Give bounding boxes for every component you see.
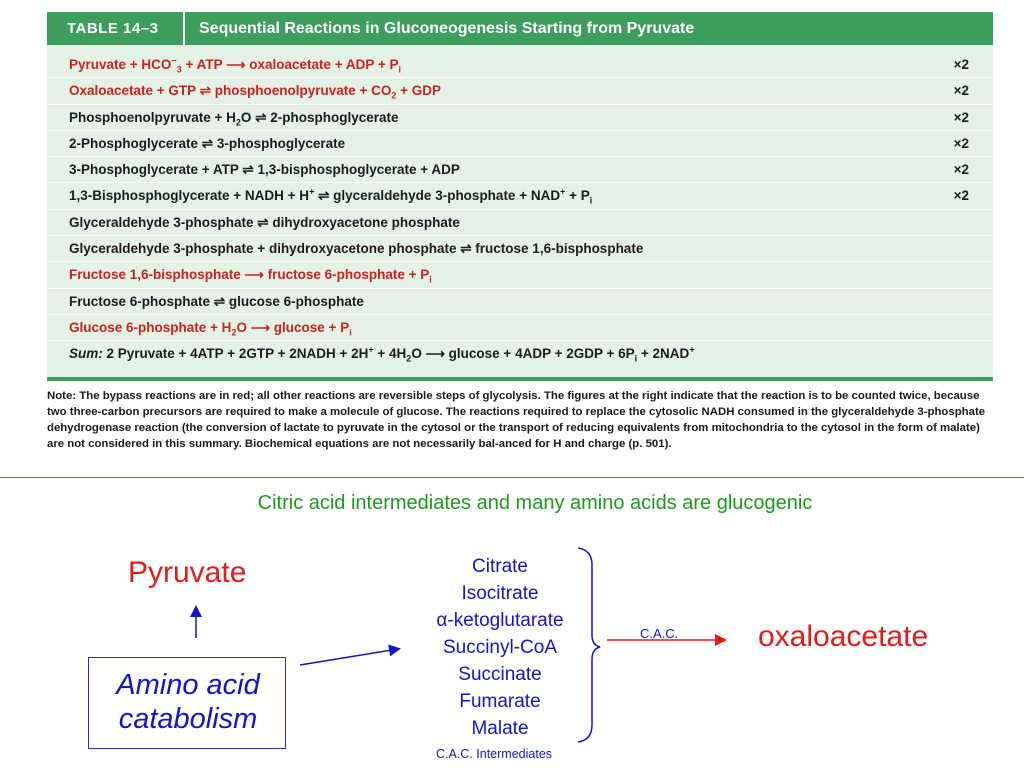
- reaction-equation: Glyceraldehyde 3-phosphate ⇌ dihydroxyacetone phosphate: [69, 214, 460, 230]
- reaction-equation: Glyceraldehyde 3-phosphate + dihydroxyacetone phosphate ⇌ fructose 1,6-bisphosphate: [69, 241, 644, 257]
- oxaloacetate-label: oxaloacetate: [758, 620, 929, 653]
- reaction-equation: 2-Phosphoglycerate ⇌ 3-phosphoglycerate: [69, 135, 346, 151]
- box-line-1: Amino acid: [116, 669, 260, 701]
- note-label: Note:: [47, 390, 77, 402]
- reaction-equation: Oxaloacetate + GTP ⇌ phosphoenolpyruvate + $CO_2$ + GDP: [69, 83, 442, 101]
- table-title: Sequential Reactions in Gluconeogenesis Starting from Pyruvate: [199, 19, 695, 37]
- table-tag: TABLE 14–3: [47, 12, 185, 45]
- intermediate-item: Fumarate: [459, 691, 541, 712]
- reaction-multiplier: ×2: [953, 188, 969, 204]
- box-line-2: catabolism: [118, 703, 258, 735]
- intermediate-item: Succinyl-CoA: [442, 637, 558, 658]
- reaction-multiplier: ×2: [953, 109, 969, 125]
- catabolism-to-intermediates-arrow: [300, 649, 398, 665]
- cac-arrow-label: C.A.C.: [640, 626, 679, 641]
- intermediate-item: α-ketoglutarate: [436, 610, 564, 631]
- intermediate-item: Succinate: [458, 664, 542, 685]
- reaction-equation: Glucose 6-phosphate + $H_2O$ ⟶ $glucose + P_i$: [69, 319, 352, 338]
- slide-caption: Citric acid intermediates and many amino acids are glucogenic: [257, 492, 813, 514]
- intermediates-brace: [578, 548, 600, 742]
- cac-intermediates-label: C.A.C. Intermediates: [436, 747, 553, 761]
- note-text: The bypass reactions are in red; all other reactions are reversible steps of glycolysis. The figures at the right indicate that the reaction is to be counted twice, because two three-carbon precursors are required to make a molecule of glucose. The reactions required to replace the cytosolic NADH consumed in the glyceraldehyde 3-phosphate dehydrogenase reaction (the conversion of lactate to pyruvate in the cytosol or the transport of reducing equivalents from mitochondria to the cytosol in the form of malate) are not considered in this summary. Biochemical equations are not necessarily bal-anced for H and charge (p. 501).: [47, 390, 986, 450]
- intermediate-item: Isocitrate: [461, 583, 539, 604]
- reaction-multiplier: ×2: [953, 83, 969, 99]
- pyruvate-label: Pyruvate: [128, 556, 247, 589]
- reaction-multiplier: ×2: [953, 135, 969, 151]
- reaction-equation: 3-Phosphoglycerate + ATP ⇌ 1,3-bisphosphoglycerate + ADP: [69, 162, 460, 178]
- reaction-equation: Sum: 2 Pyruvate + 4ATP + 2GTP + 2NADH + $2H^+ + 4H_2O$ ⟶ $glucose + 4ADP + 2GDP + 6P_i + 2NAD^+$: [69, 344, 695, 364]
- reaction-equation: Fructose 6-phosphate ⇌ glucose 6-phosphate: [69, 293, 364, 309]
- intermediate-item: Malate: [471, 718, 529, 739]
- reaction-equation: Phosphoenolpyruvate + $H_2O$ ⇌ 2-phosphoglycerate: [69, 109, 399, 128]
- reaction-equation: Pyruvate + $HCO^-_3$ + ATP ⟶ oxaloacetate + ADP + $P_i$: [69, 55, 402, 75]
- reaction-equation: Fructose 1,6-bisphosphate ⟶ fructose 6-phosphate + $P_i$: [69, 267, 432, 286]
- intermediate-item: Citrate: [472, 556, 528, 577]
- reaction-multiplier: ×2: [953, 162, 969, 178]
- reaction-multiplier: ×2: [953, 57, 969, 72]
- reaction-equation: 1,3-Bisphosphoglycerate + NADH + H+ ⇌ glyceraldehyde 3-phosphate + $NAD^+ + P_i$: [69, 186, 593, 207]
